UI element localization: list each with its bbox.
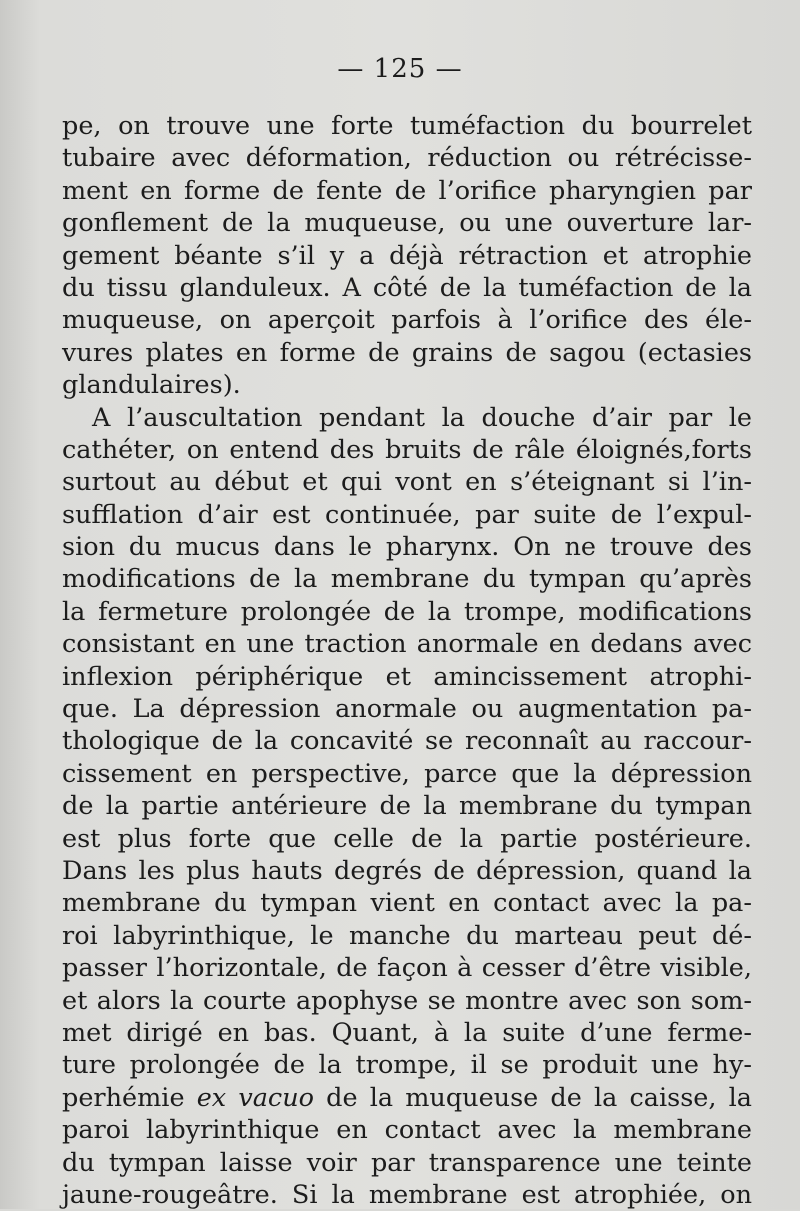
text-line: cissement en perspective, parce que la dépression xyxy=(62,758,752,789)
text-line: et alors la courte apophyse se montre avec son som- xyxy=(62,985,752,1016)
text-line: que. La dépression anormale ou augmentation pa- xyxy=(62,694,752,725)
text-line: jaune-rougeâtre. Si la membrane est atrophiée, on xyxy=(62,1179,752,1210)
text-line: gonflement de la muqueuse, ou une ouverture lar- xyxy=(62,208,752,239)
text-line: met dirigé en bas. Quant, à la suite d’une ferme- xyxy=(62,1017,752,1048)
text-line: surtout au début et qui vont en s’éteignant si l’in- xyxy=(62,467,752,498)
text-line: du tympan laisse voir par transparence une teinte xyxy=(62,1147,752,1178)
page-number: — 125 — xyxy=(337,54,463,84)
italic-phrase: ex vacuo xyxy=(196,1082,314,1113)
text-line: muqueuse, on aperçoit parfois à l’orifice des éle- xyxy=(62,305,752,336)
text-line: modifications de la membrane du tympan qu’après xyxy=(62,564,752,595)
text-line: la fermeture prolongée de la trompe, modifications xyxy=(62,596,752,627)
text-line: thologique de la concavité se reconnaît au raccour- xyxy=(62,726,752,757)
text-line: cathéter, on entend des bruits de râle éloignés,forts xyxy=(62,434,752,465)
text-line: de la partie antérieure de la membrane du tympan xyxy=(62,791,752,822)
text-line: gement béante s’il y a déjà rétraction et atrophie xyxy=(62,240,752,271)
text-line: passer l’horizontale, de façon à cesser d’être visible, xyxy=(62,953,752,984)
text-line: membrane du tympan vient en contact avec la pa- xyxy=(62,888,752,919)
text-line: sufflation d’air est continuée, par suite de l’expul- xyxy=(62,499,752,530)
text-line: ture prolongée de la trompe, il se produit une hy- xyxy=(62,1050,752,1081)
text-line-with-italic xyxy=(62,1082,752,1114)
text-line: ment en forme de fente de l’orifice pharyngien par xyxy=(62,175,752,206)
text-line: inflexion périphérique et amincissement atrophi- xyxy=(62,661,752,692)
text-line: roi labyrinthique, le manche du marteau peut dé- xyxy=(62,920,752,951)
text-line: vures plates en forme de grains de sagou (ectasies xyxy=(62,337,752,368)
paragraph-start-line: A l’auscultation pendant la douche d’air par le xyxy=(92,402,752,433)
text-line: paroi labyrinthique en contact avec la membrane xyxy=(62,1115,752,1146)
text-segment: de la muqueuse de la caisse, la xyxy=(314,1082,752,1113)
text-segment: perhémie xyxy=(62,1082,197,1113)
text-line: est plus forte que celle de la partie postérieure. xyxy=(62,823,752,854)
text-line: pe, on trouve une forte tuméfaction du bourrelet xyxy=(62,111,752,141)
paragraph-end-line: glandulaires). xyxy=(62,370,241,401)
text-line: sion du mucus dans le pharynx. On ne trouve des xyxy=(62,532,752,563)
text-block xyxy=(62,110,752,1211)
text-line: Dans les plus hauts degrés de dépression, quand la xyxy=(62,855,752,886)
text-line: du tissu glanduleux. A côté de la tuméfaction de la xyxy=(62,272,752,303)
text-line: consistant en une traction anormale en dedans avec xyxy=(62,629,752,660)
text-line: tubaire avec déformation, réduction ou rétrécisse- xyxy=(62,143,752,174)
